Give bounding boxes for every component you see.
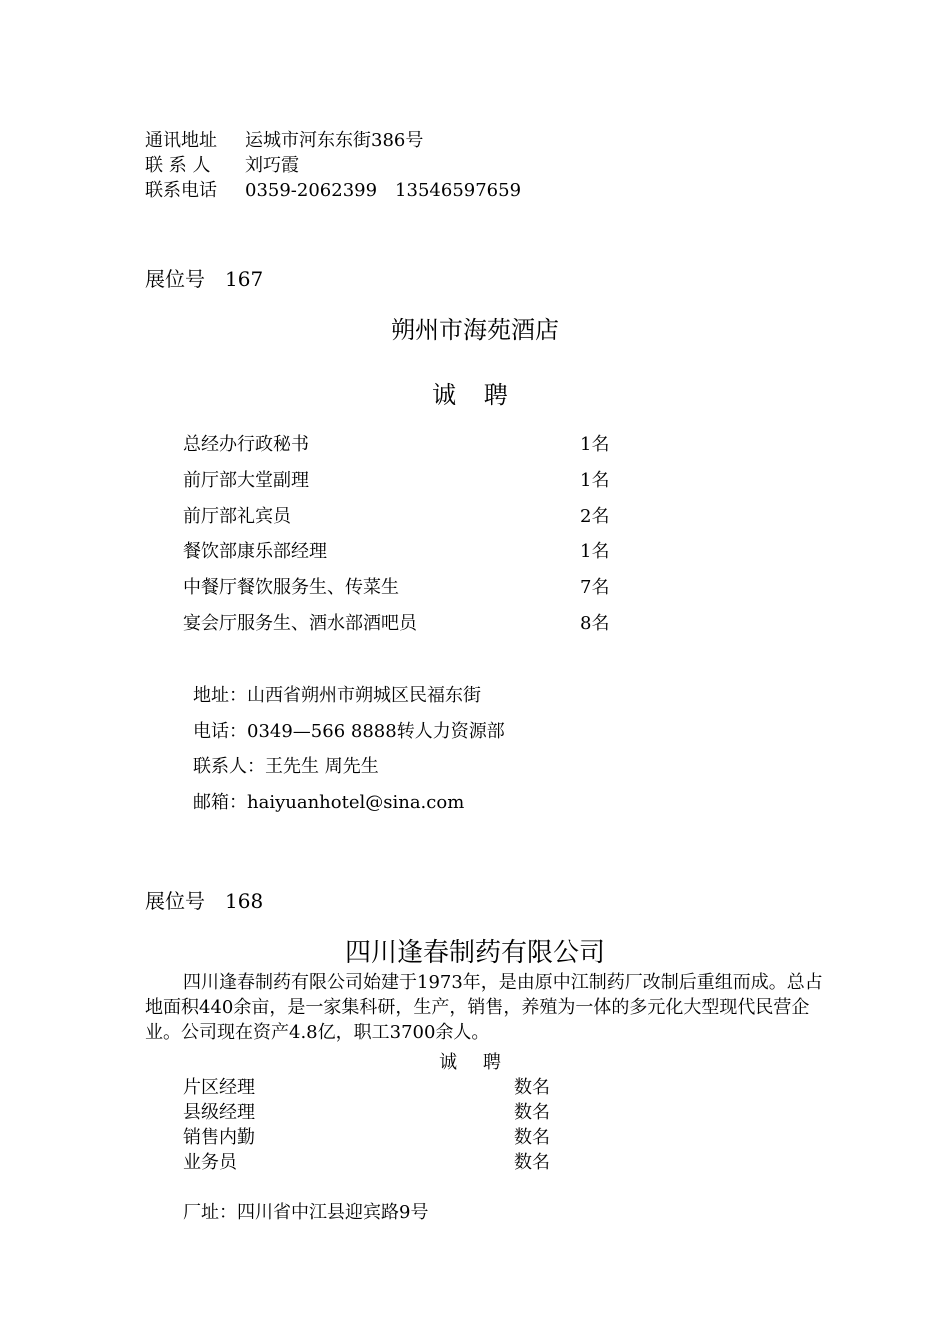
- booth-168-factory-address: 厂址：四川省中江县迎宾路9号: [183, 1202, 429, 1223]
- booth-168-intro-text: 四川逢春制药有限公司始建于1973年，是由原中江制药厂改制后重组而成。总占地面积440余亩，是一家集科研，生产，销售，养殖为一体的多元化大型现代民营企业。公司现在资产4.8亿，职工3700余人。: [145, 972, 823, 1043]
- position-title: 餐饮部康乐部经理: [183, 541, 327, 562]
- booth-167-phone: 电话：0349—566 8888转人力资源部: [193, 721, 505, 742]
- position-title: 销售内勤: [183, 1127, 255, 1148]
- position-count: 数名: [514, 1152, 550, 1173]
- booth-167-label: 展位号 167: [145, 267, 264, 291]
- address-label: 通讯地址: [145, 130, 217, 151]
- booth-168-company: 四川逢春制药有限公司: [344, 938, 605, 968]
- booth-167-contact: 联系人：王先生 周先生: [193, 756, 379, 777]
- position-title: 前厅部大堂副理: [183, 470, 309, 491]
- position-count: 2名: [580, 506, 610, 527]
- position-title: 宴会厅服务生、酒水部酒吧员: [183, 613, 417, 634]
- booth-167-company: 朔州市海苑酒店: [391, 316, 559, 344]
- position-count: 7名: [580, 577, 610, 598]
- booth-167-address: 地址：山西省朔州市朔城区民福东街: [193, 685, 481, 706]
- contact-person-label: 联 系 人: [145, 155, 211, 176]
- booth-167-email: 邮箱：haiyuanhotel@sina.com: [193, 792, 465, 813]
- position-count: 1名: [580, 541, 610, 562]
- position-count: 数名: [514, 1077, 550, 1098]
- phone-value: 0359-2062399 13546597659: [245, 180, 522, 201]
- position-count: 8名: [580, 613, 610, 634]
- booth-168-heading: 诚 聘: [439, 1052, 511, 1073]
- contact-person-value: 刘巧霞: [245, 155, 299, 176]
- position-title: 前厅部礼宾员: [183, 506, 291, 527]
- position-title: 业务员: [183, 1152, 237, 1173]
- address-value: 运城市河东东街386号: [245, 130, 424, 151]
- position-count: 数名: [514, 1102, 550, 1123]
- position-title: 总经办行政秘书: [183, 434, 309, 455]
- position-count: 数名: [514, 1127, 550, 1148]
- position-title: 中餐厅餐饮服务生、传菜生: [183, 577, 399, 598]
- position-count: 1名: [580, 434, 610, 455]
- booth-168-label: 展位号 168: [145, 889, 264, 913]
- booth-167-heading: 诚 聘: [432, 381, 518, 409]
- booth-168-intro-paragraph: [145, 970, 825, 1045]
- position-title: 县级经理: [183, 1102, 255, 1123]
- phone-label: 联系电话: [145, 180, 217, 201]
- position-title: 片区经理: [183, 1077, 255, 1098]
- position-count: 1名: [580, 470, 610, 491]
